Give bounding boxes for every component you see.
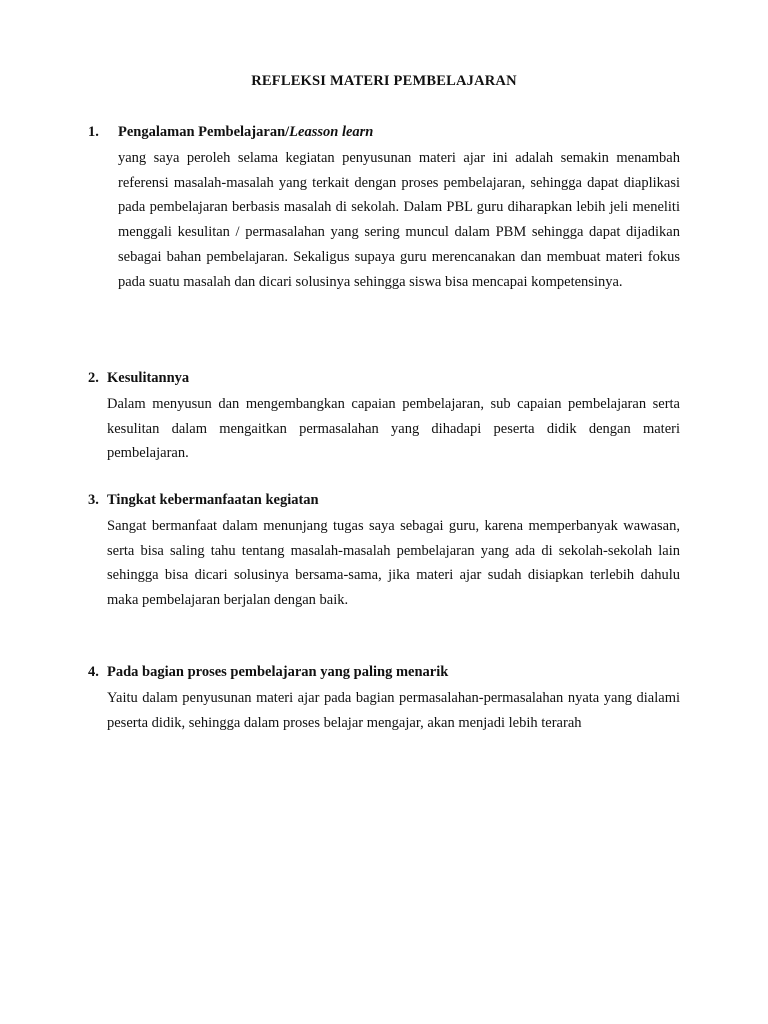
section-heading-text: Tingkat kebermanfaatan kegiatan — [107, 492, 319, 508]
section-usefulness — [88, 490, 680, 613]
section-heading — [88, 368, 680, 388]
section-number: 1. — [88, 124, 99, 140]
document-title: REFLEKSI MATERI PEMBELAJARAN — [251, 73, 517, 89]
section-heading-italic: Leasson learn — [289, 124, 374, 140]
section-heading-text: Pengalaman Pembelajaran/ — [118, 124, 290, 140]
section-heading-text: Kesulitannya — [107, 370, 190, 386]
section-heading-text: Pada bagian proses pembelajaran yang paling menarik — [107, 664, 449, 680]
section-heading — [88, 490, 680, 510]
section-lessons-learned — [88, 122, 680, 294]
section-body: Dalam menyusun dan mengembangkan capaian pembelajaran, sub capaian pembelajaran serta kesulitan dalam mengaitkan permasalahan yang dihadapi peserta didik dengan materi pembelajaran. — [107, 396, 680, 462]
section-number: 3. — [88, 492, 99, 508]
section-difficulties — [88, 368, 680, 466]
section-number: 2. — [88, 370, 99, 386]
section-heading — [88, 122, 680, 142]
section-body: Sangat bermanfaat dalam menunjang tugas saya sebagai guru, karena memperbanyak wawasan, serta bisa saling tahu tentang masalah-masalah pembelajaran yang ada di sekolah-sekolah lain sehingga bisa dicari solusinya bersama-sama, jika materi ajar sudah disiapkan terlebih dahulu maka pembelajaran berjalan dengan baik. — [107, 518, 680, 609]
section-most-interesting — [88, 662, 680, 735]
section-heading — [88, 662, 680, 682]
section-number: 4. — [88, 664, 99, 680]
section-body: yang saya peroleh selama kegiatan penyusunan materi ajar ini adalah semakin menambah referensi masalah-masalah yang terkait dengan proses pembelajaran, sehingga dapat diaplikasi pada pembelajaran berbasis masalah di sekolah. Dalam PBL guru diharapkan lebih jeli meneliti menggali kesulitan / permasalahan yang sering muncul dalam PBM sehingga dapat dijadikan sebagai bahan pembelajaran. Sekaligus supaya guru merencanakan dan membuat materi fokus pada suatu masalah dan dicari solusinya sehingga siswa bisa mencapai kompetensinya. — [118, 150, 680, 290]
section-body: Yaitu dalam penyusunan materi ajar pada bagian permasalahan-permasalahan nyata yang dialami peserta didik, sehingga dalam proses belajar mengajar, akan menjadi lebih terarah — [107, 690, 680, 731]
